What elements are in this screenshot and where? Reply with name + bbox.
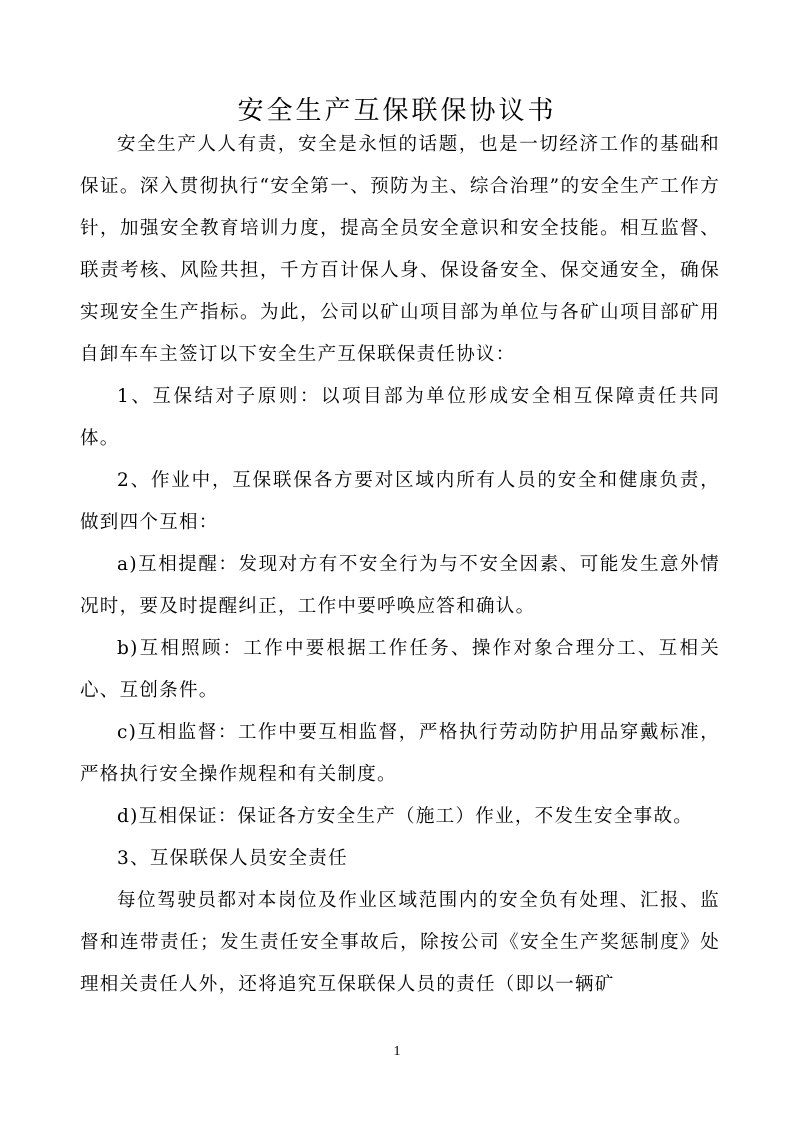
paragraph-clause-3-heading: 3、互保联保人员安全责任 (117, 848, 348, 869)
paragraph-item-c: c)互相监督：工作中要互相监督，严格执行劳动防护用品穿戴标准，严格执行安全操作规程和有关制度。 (80, 722, 720, 785)
document-body (80, 124, 720, 1006)
paragraph-clause-2: 2、作业中，互保联保各方要对区域内所有人员的安全和健康负责，做到四个互相： (80, 470, 720, 533)
paragraph-clause-1: 1、互保结对子原则：以项目部为单位形成安全相互保障责任共同体。 (80, 386, 720, 449)
paragraph-item-a: a)互相提醒：发现对方有不安全行为与不安全因素、可能发生意外情况时，要及时提醒纠正，工作中要呼唤应答和确认。 (80, 554, 720, 617)
paragraph-clause-3-body: 每位驾驶员都对本岗位及作业区域范围内的安全负有处理、汇报、监督和连带责任；发生责任安全事故后，除按公司《安全生产奖惩制度》处理相关责任人外，还将追究互保联保人员的责任（即以一辆矿 (80, 890, 720, 995)
paragraph-item-b: b)互相照顾：工作中要根据工作任务、操作对象合理分工、互相关心、互创条件。 (80, 638, 720, 701)
page-number: 1 (393, 1044, 401, 1059)
document-title: 安全生产互保联保协议书 (237, 96, 557, 127)
paragraph-item-d: d)互相保证：保证各方安全生产（施工）作业，不发生安全事故。 (117, 806, 694, 827)
paragraph-intro: 安全生产人人有责，安全是永恒的话题，也是一切经济工作的基础和保证。深入贯彻执行“安全第一、预防为主、综合治理”的安全生产工作方针，加强安全教育培训力度，提高全员安全意识和安全技能。相互监督、联责考核、风险共担，千方百计保人身、保设备安全、保交通安全，确保实现安全生产指标。为此，公司以矿山项目部为单位与各矿山项目部矿用自卸车车主签订以下安全生产互保联保责任协议： (80, 134, 720, 365)
